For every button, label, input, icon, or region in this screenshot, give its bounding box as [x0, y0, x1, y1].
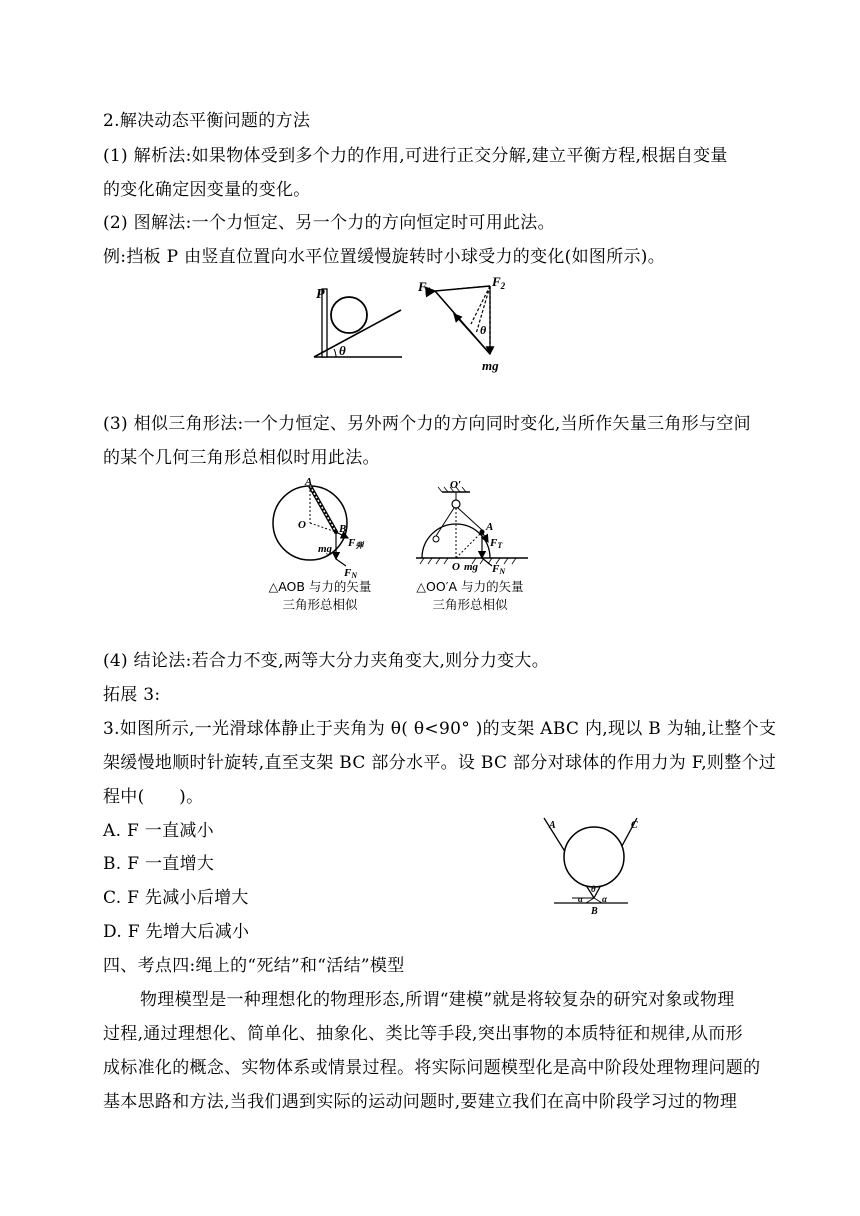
- caption-oo-line2: 三角形总相似: [432, 597, 508, 612]
- option-d: D. F 先增大后减小: [103, 922, 250, 942]
- label-theta: θ: [591, 884, 596, 894]
- label-O: O: [298, 519, 306, 531]
- label-mg: mg: [482, 358, 499, 373]
- method-conclusion: (4) 结论法:若合力不变,两等大分力夹角变大,则分力变大。: [103, 651, 550, 671]
- figure-plate-ball: [306, 280, 406, 365]
- label-FN: FN: [344, 567, 358, 580]
- label-alpha-right: α: [602, 894, 607, 904]
- label-FN: FN: [492, 563, 506, 576]
- paragraph-line2: 过程,通过理想化、简单化、抽象化、类比等手段,突出事物的本质特征和规律,从而形: [103, 1024, 743, 1044]
- label-theta: θ: [339, 343, 346, 358]
- question-stem-line2: 架缓慢地顺时针旋转,直至支架 BC 部分水平。设 BC 部分对球体的作用力为 F,则整个过: [103, 753, 777, 773]
- label-B: B: [339, 523, 347, 535]
- paragraph-line4: 基本思路和方法,当我们遇到实际的运动问题时,要建立我们在高中阶段学习过的物理: [103, 1092, 738, 1112]
- method-analytic-line2: 的变化确定因变量的变化。: [103, 180, 311, 200]
- method-analytic-line1: (1) 解析法:如果物体受到多个力的作用,可进行正交分解,建立平衡方程,根据自变量: [103, 146, 728, 166]
- figure-v-bracket: [532, 810, 642, 918]
- option-a: A. F 一直减小: [103, 821, 214, 841]
- label-mg: mg: [464, 561, 479, 573]
- label-mg: mg: [318, 543, 333, 555]
- extension-heading: 拓展 3:: [103, 685, 161, 705]
- label-O: O: [452, 561, 460, 573]
- label-A: A: [486, 521, 494, 533]
- label-FT: FT: [490, 537, 503, 550]
- figure-circle-rod: [268, 474, 378, 584]
- label-theta: θ: [480, 323, 487, 337]
- figure-hemisphere-pulley: [412, 478, 532, 578]
- example-line: 例:挡板 P 由竖直位置向水平位置缓慢旋转时小球受力的变化(如图所示)。: [103, 247, 666, 267]
- label-F1: $F_1$: [418, 279, 432, 296]
- label-Oprime: O′: [450, 479, 462, 491]
- label-F2: $F_2$: [492, 274, 506, 291]
- label-B: B: [591, 906, 598, 917]
- question-stem-line1: 3.如图所示,一光滑球体静止于夹角为 θ( θ<90° )的支架 ABC 内,现以 B 为轴,让整个支: [103, 719, 777, 739]
- paragraph-line1: 物理模型是一种理想化的物理形态,所谓“建模”就是将较复杂的研究对象或物理: [140, 990, 735, 1010]
- question-stem-line3: 程中( )。: [103, 787, 204, 807]
- label-A: A: [549, 820, 556, 831]
- method-similar-line2: 的某个几何三角形总相似时用此法。: [103, 448, 380, 468]
- caption-aob-line1: △AOB 与力的矢量: [268, 579, 372, 594]
- label-alpha-left: α: [578, 894, 583, 904]
- section-heading-knots: 四、考点四:绳上的“死结”和“活结”模型: [103, 956, 405, 976]
- paragraph-line3: 成标准化的概念、实物体系或情景过程。将实际问题模型化是高中阶段处理物理问题的: [103, 1058, 761, 1078]
- caption-aob-line2: 三角形总相似: [282, 597, 358, 612]
- label-A: A: [305, 476, 313, 488]
- figure-force-triangle: [416, 274, 516, 374]
- label-C: C: [631, 820, 638, 831]
- method-similar-line1: (3) 相似三角形法:一个力恒定、另外两个力的方向同时变化,当所作矢量三角形与空间: [103, 414, 751, 434]
- method-graphic: (2) 图解法:一个力恒定、另一个力的方向恒定时可用此法。: [103, 213, 555, 233]
- option-b: B. F 一直增大: [103, 854, 215, 874]
- caption-oo-line1: △OO′A 与力的矢量: [416, 579, 524, 594]
- label-P: P: [316, 287, 325, 302]
- section-heading-methods: 2.解决动态平衡问题的方法: [103, 111, 311, 131]
- option-c: C. F 先减小后增大: [103, 888, 249, 908]
- label-F: F弹: [348, 537, 364, 550]
